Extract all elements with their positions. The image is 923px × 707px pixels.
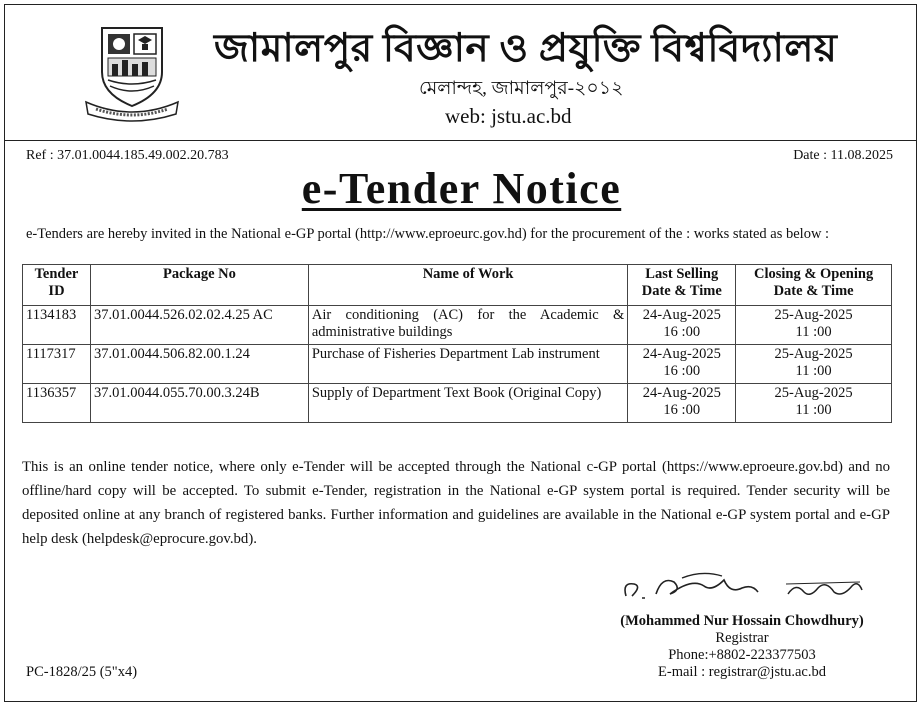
tender-table — [22, 264, 892, 423]
tender-id-cell: 1136357 — [23, 384, 91, 423]
last-selling-date: 24-Aug-2025 — [642, 385, 721, 401]
header-name-of-work: Name of Work — [308, 265, 627, 306]
closing-opening-cell — [736, 384, 892, 423]
table-row — [23, 306, 892, 345]
header-closing-opening: Closing & Opening Date & Time — [736, 265, 892, 306]
closing-opening-date: 25-Aug-2025 — [774, 307, 853, 323]
header-package-no: Package No — [90, 265, 308, 306]
name-of-work-cell: Supply of Department Text Book (Original Copy) — [308, 384, 627, 423]
closing-opening-date: 25-Aug-2025 — [774, 385, 853, 401]
table-row — [23, 345, 892, 384]
notice-date: Date : 11.08.2025 — [793, 148, 893, 163]
closing-opening-cell — [736, 306, 892, 345]
name-of-work-cell: Air conditioning (AC) for the Academic & administrative buildings — [308, 306, 627, 345]
signer-email[interactable]: E-mail : registrar@jstu.ac.bd — [658, 664, 826, 680]
tender-id-cell: 1134183 — [23, 306, 91, 345]
signer-name: (Mohammed Nur Hossain Chowdhury) — [620, 613, 864, 629]
closing-opening-date: 25-Aug-2025 — [774, 346, 853, 362]
closing-opening-cell — [736, 345, 892, 384]
letterhead — [4, 4, 917, 141]
closing-opening-time: 11 :00 — [795, 363, 832, 379]
closing-opening-time: 11 :00 — [795, 402, 832, 418]
last-selling-time: 16 :00 — [663, 363, 701, 379]
header-last-selling: Last Selling Date & Time — [628, 265, 736, 306]
signer-block — [598, 613, 886, 681]
last-selling-date: 24-Aug-2025 — [642, 346, 721, 362]
package-no-cell: 37.01.0044.506.82.00.1.24 — [90, 345, 308, 384]
table-header-row — [23, 265, 892, 306]
tender-id-cell: 1117317 — [23, 345, 91, 384]
pc-code: PC-1828/25 (5"x4) — [26, 664, 138, 680]
university-website[interactable]: web: jstu.ac.bd — [445, 104, 572, 128]
signer-designation: Registrar — [715, 630, 769, 646]
package-no-cell: 37.01.0044.526.02.02.4.25 AC — [90, 306, 308, 345]
last-selling-cell — [628, 306, 736, 345]
header-tender-id: Tender ID — [23, 265, 91, 306]
closing-opening-time: 11 :00 — [795, 324, 832, 340]
intro-paragraph: e-Tenders are hereby invited in the National e-GP portal (http://www.eproeurc.gov.hd) for the procurement of the : works stated as below : — [26, 226, 830, 242]
reference-number: Ref : 37.01.0044.185.49.002.20.783 — [26, 148, 229, 163]
notice-title: e-Tender Notice — [301, 164, 622, 213]
last-selling-cell — [628, 345, 736, 384]
body-paragraph: This is an online tender notice, where only e-Tender will be accepted through the National c-GP portal (https://www.eproeure.gov.bd) and no offline/hard copy will be accepted. To submit e-Tender, registration in the National e-GP system portal is required. Tender security will be deposited online at any branch of registered banks. Further information and guidelines are available in the National e-GP system portal and e-GP help desk (helpdesk@eprocure.gov.bd). — [22, 459, 890, 547]
signer-phone: Phone:+8802-223377503 — [668, 647, 816, 663]
last-selling-date: 24-Aug-2025 — [642, 307, 721, 323]
table-row — [23, 384, 892, 423]
name-of-work-cell: Purchase of Fisheries Department Lab instrument — [308, 345, 627, 384]
last-selling-time: 16 :00 — [663, 402, 701, 418]
package-no-cell: 37.01.0044.055.70.00.3.24B — [90, 384, 308, 423]
registrar-signature — [612, 568, 872, 608]
last-selling-cell — [628, 384, 736, 423]
university-name: জামালপুর বিজ্ঞান ও প্রযুক্তি বিশ্ববিদ্যালয় — [214, 27, 838, 70]
university-logo — [82, 22, 182, 122]
university-address: মেলান্দহ, জামালপুর-২০১২ — [419, 78, 624, 99]
last-selling-time: 16 :00 — [663, 324, 701, 340]
